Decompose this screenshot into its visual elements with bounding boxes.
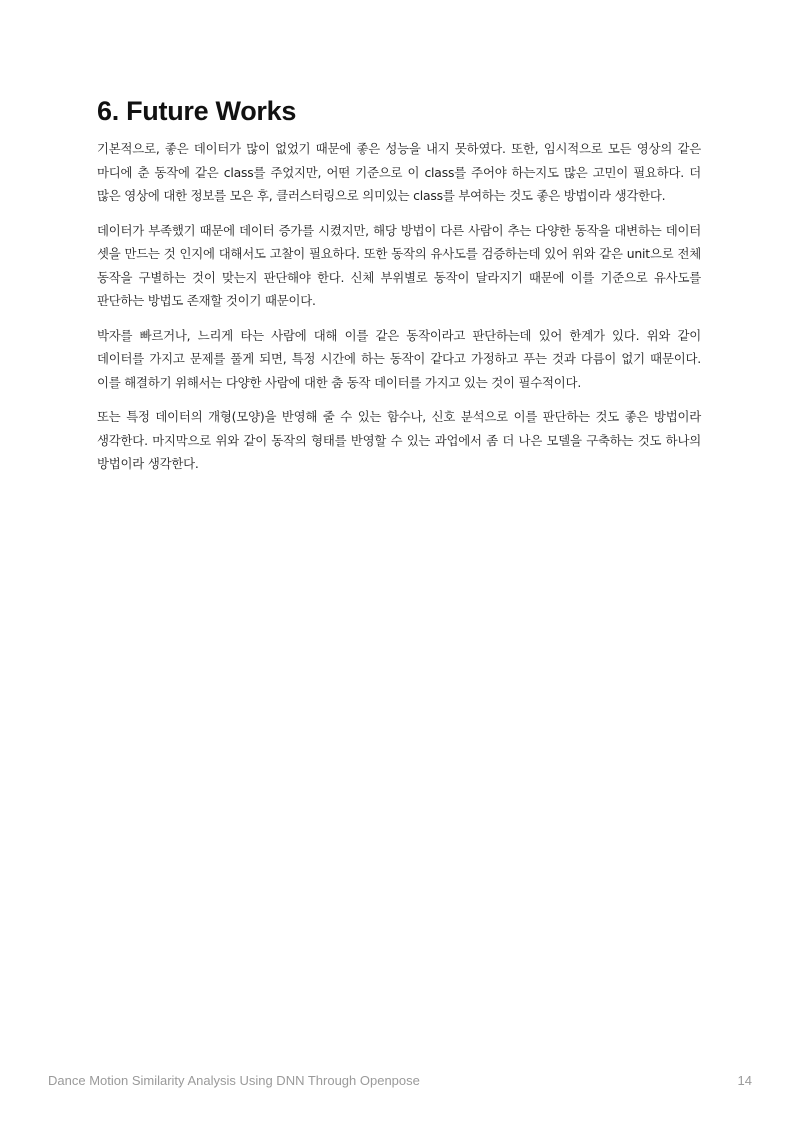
paragraph: 또는 특정 데이터의 개형(모양)을 반영해 줄 수 있는 함수나, 신호 분석으로 이를 판단하는 것도 좋은 방법이라 생각한다. 마지막으로 위와 같이 동작의 형태를 반영할 수 있는 과업에서 좀 더 나은 모델을 구축하는 것도 하나의 방법이라 생각한다. xyxy=(97,409,701,471)
footer-document-title: Dance Motion Similarity Analysis Using DNN Through Openpose xyxy=(48,1072,420,1088)
page-number: 14 xyxy=(737,1072,752,1088)
section-future-works xyxy=(97,94,701,487)
paragraph: 데이터가 부족했기 때문에 데이터 증가를 시켰지만, 해당 방법이 다른 사람이 추는 다양한 동작을 대변하는 데이터 셋을 만드는 것 인지에 대해서도 고찰이 필요하다. 또한 동작의 유사도를 검증하는데 있어 위와 같은 unit으로 전체 동작을 구별하는 것이 맞는지 판단해야 한다. 신체 부위별로 동작이 달라지기 때문에 이를 기준으로 유사도를 판단하는 방법도 존재할 것이기 때문이다. xyxy=(97,222,702,308)
paragraph: 기본적으로, 좋은 데이터가 많이 없었기 때문에 좋은 성능을 내지 못하였다. 또한, 임시적으로 모든 영상의 같은 마디에 춘 동작에 같은 class를 주었지만, 어떤 기준으로 이 class를 주어야 하는지도 많은 고민이 필요하다. 더 많은 영상에 대한 정보를 모은 후, 클러스터링으로 의미있는 class를 부여하는 것도 좋은 방법이라 생각한다. xyxy=(97,141,701,203)
paragraph: 박자를 빠르거나, 느리게 타는 사람에 대해 이를 같은 동작이라고 판단하는데 있어 한계가 있다. 위와 같이 데이터를 가지고 문제를 풀게 되면, 특정 시간에 하는 동작이 같다고 가정하고 푸는 것과 다름이 없기 때문이다. 이를 해결하기 위해서는 다양한 사람에 대한 춤 동작 데이터를 가지고 있는 것이 필수적이다. xyxy=(97,327,701,390)
section-title: 6. Future Works xyxy=(97,96,297,126)
page-footer xyxy=(48,1071,752,1089)
